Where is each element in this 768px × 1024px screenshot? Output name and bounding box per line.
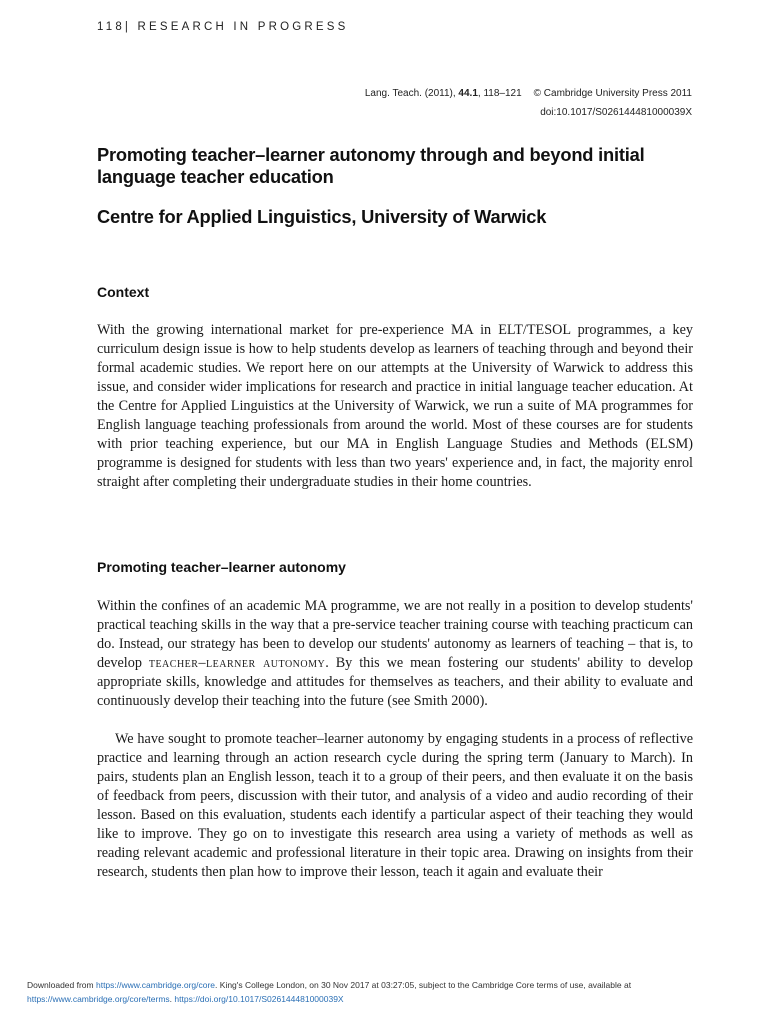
citation-line: [365, 84, 692, 103]
download-footer: [27, 978, 747, 1006]
footer-middle-text: . King's College London, on 30 Nov 2017 at 03:27:05, subject to the Cambridge Core terms of use, available at: [215, 980, 632, 990]
running-head: 118| RESEARCH IN PROGRESS: [97, 21, 349, 33]
page-range: , 118–121: [477, 88, 522, 99]
footer-downloaded-from: Downloaded from: [27, 980, 96, 990]
autonomy-paragraph-1-text-a: Within the confines of an academic MA programme, we are not really in a position to develop students' practical teaching skills in the way that a pre-service teacher training course with teaching practicum can do. Instead, our strategy has been to develop our students' autonomy as learners of teaching – that is, to develop: [97, 598, 693, 671]
volume-number: 44.1: [458, 88, 478, 99]
autonomy-paragraph-2: We have sought to promote teacher–learner autonomy by engaging students in a process of reflective practice and learning through an action research cycle during the spring term (January to March). In pairs, students plan an English lesson, teach it to a group of their peers, and then evaluate it on the basis of feedback from peers, discussion with their tutor, and analysis of a video and audio recording of their lesson. Based on this evaluation, students each identify a particular aspect of their teaching they would like to improve. They go on to investigate this research area using a variety of methods as well as reading relevant academic and professional literature in their topic area. Drawing on insights from their research, students then plan how to improve their lesson, teach it again and evaluate their: [97, 731, 693, 880]
copyright-notice: © Cambridge University Press 2011: [533, 88, 692, 99]
context-paragraph: With the growing international market for pre-experience MA in ELT/TESOL programmes, a key curriculum design issue is how to help students develop as learners of teaching through and beyond their formal academic studies. We report here on our attempts at the University of Warwick to address this issue, and consider wider implications for research and practice in initial language teacher education. At the Centre for Applied Linguistics at the University of Warwick, we run a suite of MA programmes for English language teaching professionals from around the world. Most of these courses are for students with prior teaching experience, but our MA in English Language Studies and Methods (ELSM) programme is designed for students with less than two years' experience and, in fact, the majority enrol straight after completing their undergraduate studies in their home countries.: [97, 322, 693, 490]
autonomy-paragraph-1-text-b: . By this we mean fostering our students' ability to develop appropriate skills, knowledge and attitudes for themselves as teachers, and their ability to evaluate and continuously develop their teaching into the future (see Smith 2000).: [97, 655, 693, 709]
article-title: Promoting teacher–learner autonomy through and beyond initial language teacher education: [97, 144, 645, 187]
footer-core-link[interactable]: https://www.cambridge.org/core: [95, 980, 216, 990]
footer-doi-link[interactable]: https://doi.org/10.1017/S026144481000039X: [174, 994, 344, 1004]
journal-ref: Lang. Teach. (2011),: [364, 88, 456, 99]
affiliation: Centre for Applied Linguistics, University of Warwick: [97, 206, 547, 227]
footer-terms-link[interactable]: https://www.cambridge.org/core/terms: [27, 994, 170, 1004]
key-term-small-caps: teacher–learner autonomy: [148, 655, 326, 671]
doi-line: doi:10.1017/S026144481000039X: [540, 107, 692, 118]
citation-block: [365, 84, 692, 122]
autonomy-paragraph-1: [97, 597, 693, 711]
section-heading-context: Context: [97, 284, 150, 300]
section-heading-autonomy: Promoting teacher–learner autonomy: [97, 559, 346, 575]
footer-separator: .: [169, 994, 175, 1004]
